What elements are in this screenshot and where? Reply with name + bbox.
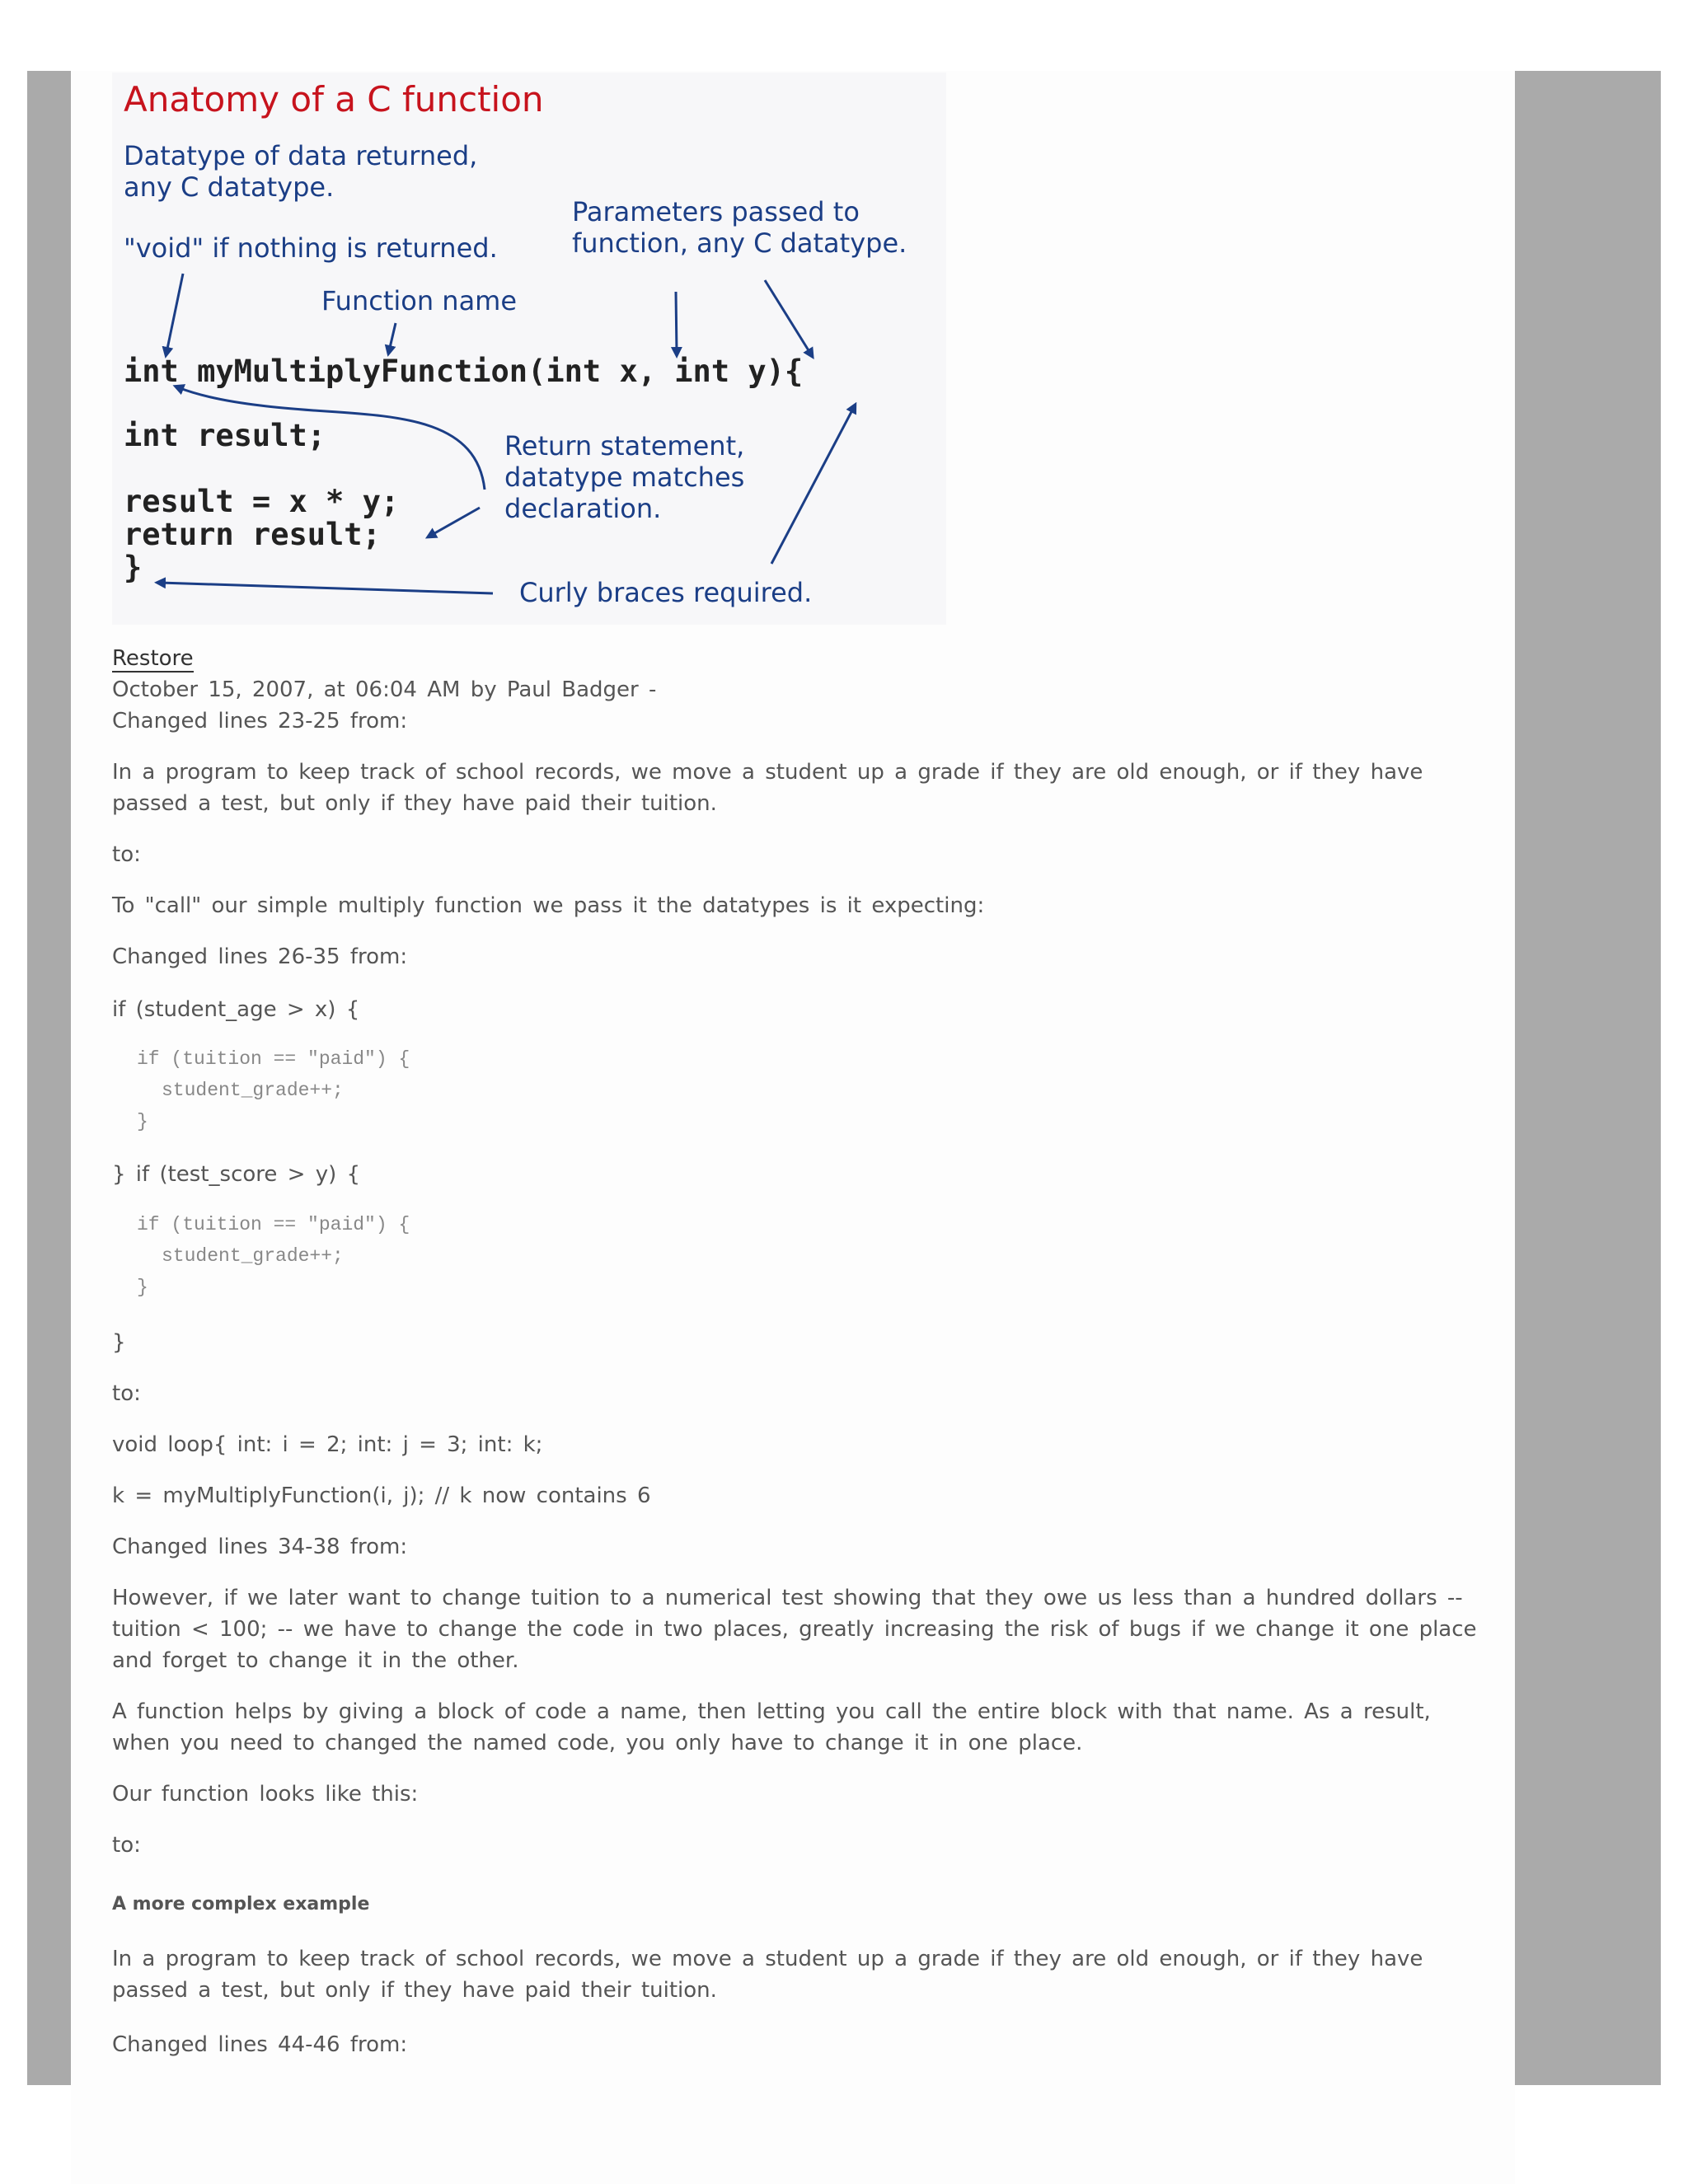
label-params-line1: Parameters passed to (572, 196, 860, 227)
restore-link[interactable]: Restore (112, 646, 194, 671)
left-gutter (27, 71, 71, 2085)
if-student-age: if (student_age > x) { (112, 997, 360, 1022)
paragraph-however: However, if we later want to change tuition to a numerical test showing that they owe us less than a hundred dollars -- tuition < 100; -- we have to change the code in two places, greatly increasing the risk of bugs if we change it one place and forget to change it in the other. (112, 1586, 1477, 1673)
label-return-type-line2: any C datatype. (124, 171, 335, 203)
code-declare-result: int result; (124, 418, 326, 453)
code-increment-1: student_grade++; (162, 1080, 344, 1101)
arrow-param-x (676, 292, 677, 353)
label-void: "void" if nothing is returned. (124, 232, 498, 264)
code-close-brace: } (124, 550, 143, 585)
arrow-function-name (389, 323, 396, 351)
label-curly-braces: Curly braces required. (519, 577, 813, 608)
code-multiply: result = x * y; (124, 484, 400, 519)
c-function-anatomy-diagram (112, 73, 946, 625)
code-close-2: } (137, 1277, 148, 1298)
paragraph-school-records: In a program to keep track of school records, we move a student up a grade if they are old enough, or if they have passed a test, but only if they have paid their tuition. (112, 760, 1423, 816)
change-header-1: Changed lines 23-25 from: (112, 709, 408, 733)
label-return-stmt-line2: datatype matches (504, 462, 745, 493)
code-signature: int myMultiplyFunction(int x, int y){ (124, 354, 804, 389)
if-test-score: } if (test_score > y) { (112, 1162, 361, 1187)
change-header-2: Changed lines 26-35 from: (112, 944, 408, 969)
code-increment-2: student_grade++; (162, 1245, 344, 1267)
call-line: k = myMultiplyFunction(i, j); // k now contains 6 (112, 1483, 651, 1508)
to-label-3: to: (112, 1833, 141, 1858)
arrow-param-y (765, 280, 811, 354)
code-return: return result; (124, 517, 381, 552)
arrow-return-type (166, 274, 183, 353)
paragraph-school-records-2: In a program to keep track of school records, we move a student up a grade if they are old enough, or if they have passed a test, but only if they have paid their tuition. (112, 1947, 1423, 2003)
code-if-tuition-1: if (tuition == "paid") { (137, 1048, 410, 1070)
closing-brace: } (112, 1330, 126, 1355)
paragraph-function-looks: Our function looks like this: (112, 1782, 419, 1807)
loop-line: void loop{ int: i = 2; int: j = 3; int: k; (112, 1432, 543, 1457)
section-heading: A more complex example (112, 1894, 370, 1915)
change-header-3: Changed lines 34-38 from: (112, 1535, 408, 1559)
arrow-return-stmt (430, 508, 480, 536)
arrow-closing-brace (160, 583, 493, 593)
paragraph-function-helps: A function helps by giving a block of code a name, then letting you call the entire block with that name. As a result, when you need to changed the named code, you only have to change it in one place. (112, 1699, 1431, 1755)
revision-meta: October 15, 2007, at 06:04 AM by Paul Badger - (112, 677, 657, 702)
label-return-type-line1: Datatype of data returned, (124, 140, 478, 171)
diagram-title: Anatomy of a C function (124, 79, 544, 120)
restore-row (112, 643, 1480, 674)
code-if-tuition-2: if (tuition == "paid") { (137, 1214, 410, 1235)
label-params-line2: function, any C datatype. (572, 227, 907, 259)
paragraph-call-function: To "call" our simple multiply function we pass it the datatypes is it expecting: (112, 893, 985, 918)
label-return-stmt-line3: declaration. (504, 493, 662, 524)
label-return-stmt-line1: Return statement, (504, 430, 745, 462)
arrow-opening-brace (771, 407, 854, 564)
to-label-1: to: (112, 842, 141, 867)
code-close-1: } (137, 1111, 148, 1132)
right-gutter (1515, 71, 1661, 2085)
change-header-4: Changed lines 44-46 from: (112, 2032, 408, 2057)
to-label-2: to: (112, 1381, 141, 1406)
label-function-name: Function name (321, 285, 518, 316)
